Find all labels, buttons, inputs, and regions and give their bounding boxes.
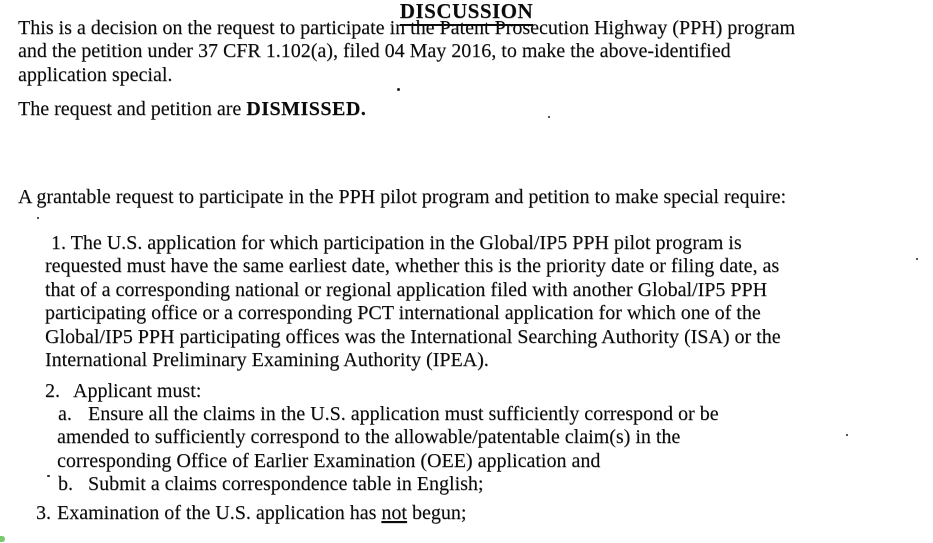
requirement-3-underlined-word: not [381, 502, 407, 524]
requirement-1-line-5: Global/IP5 PPH participating offices was the International Searching Authority (ISA) or the [45, 325, 781, 348]
requirement-2b-text: Submit a claims correspondence table in English; [88, 473, 484, 495]
requirement-1 [45, 232, 781, 372]
requirement-2b [58, 473, 483, 496]
requirement-2a-marker: a. [58, 403, 72, 425]
requirement-1-line-3: that of a corresponding national or regional application filed with another Global/IP5 PPH [45, 278, 768, 301]
decision-sentence [18, 98, 366, 121]
requirement-1-line-4: participating office or a corresponding PCT international application for which one of the [45, 302, 761, 325]
requirement-3-number: 3. [36, 502, 51, 524]
requirement-1-line-2: requested must have the same earliest date, whether this is the priority date or filing date, as [45, 255, 780, 278]
intro-paragraph [18, 17, 795, 87]
requirements-intro: A grantable request to participate in the PPH pilot program and petition to make special require: [18, 186, 787, 208]
requirement-2a [58, 403, 719, 473]
requirement-3-text-after: begun; [406, 502, 467, 524]
scan-speck [916, 258, 918, 260]
requirement-1-line-1: 1. The U.S. application for which participation in the Global/IP5 PPH pilot program is [51, 232, 742, 254]
requirement-2a-line-3: corresponding Office of Earlier Examination (OEE) application and [57, 449, 601, 472]
scan-speck [37, 217, 39, 219]
scan-speck [548, 116, 550, 118]
discussion-heading [0, 0, 933, 26]
requirement-3-text-before: Examination of the U.S. application has [57, 502, 382, 524]
requirement-2a-line-1: Ensure all the claims in the U.S. application must sufficiently correspond or be [88, 403, 719, 425]
dismissed-emphasis: DISMISSED [246, 98, 361, 120]
intro-line-2: and the petition under 37 CFR 1.102(a), filed 04 May 2016, to make the above-identified [18, 40, 731, 63]
requirement-2b-marker: b. [58, 473, 73, 495]
requirement-3 [36, 502, 466, 525]
scan-speck [397, 88, 400, 91]
requirement-2a-line-2: amended to sufficiently correspond to the allowable/patentable claim(s) in the [57, 426, 681, 449]
decision-prefix: The request and petition are [18, 98, 247, 120]
scan-speck [846, 434, 848, 436]
discussion-heading-text: DISCUSSION [400, 0, 533, 26]
requirement-2-text: Applicant must: [73, 380, 202, 402]
intro-line-1: This is a decision on the request to participate in the Patent Prosecution Highway (PPH) program [18, 17, 796, 39]
requirement-2-number: 2. [45, 380, 60, 402]
scan-artifact-green [0, 536, 5, 542]
requirement-1-line-6: International Preliminary Examining Authority (IPEA). [45, 349, 489, 372]
scan-speck [47, 475, 50, 477]
requirement-2 [45, 380, 201, 403]
decision-suffix: . [360, 98, 367, 120]
intro-line-3: application special. [18, 63, 173, 86]
